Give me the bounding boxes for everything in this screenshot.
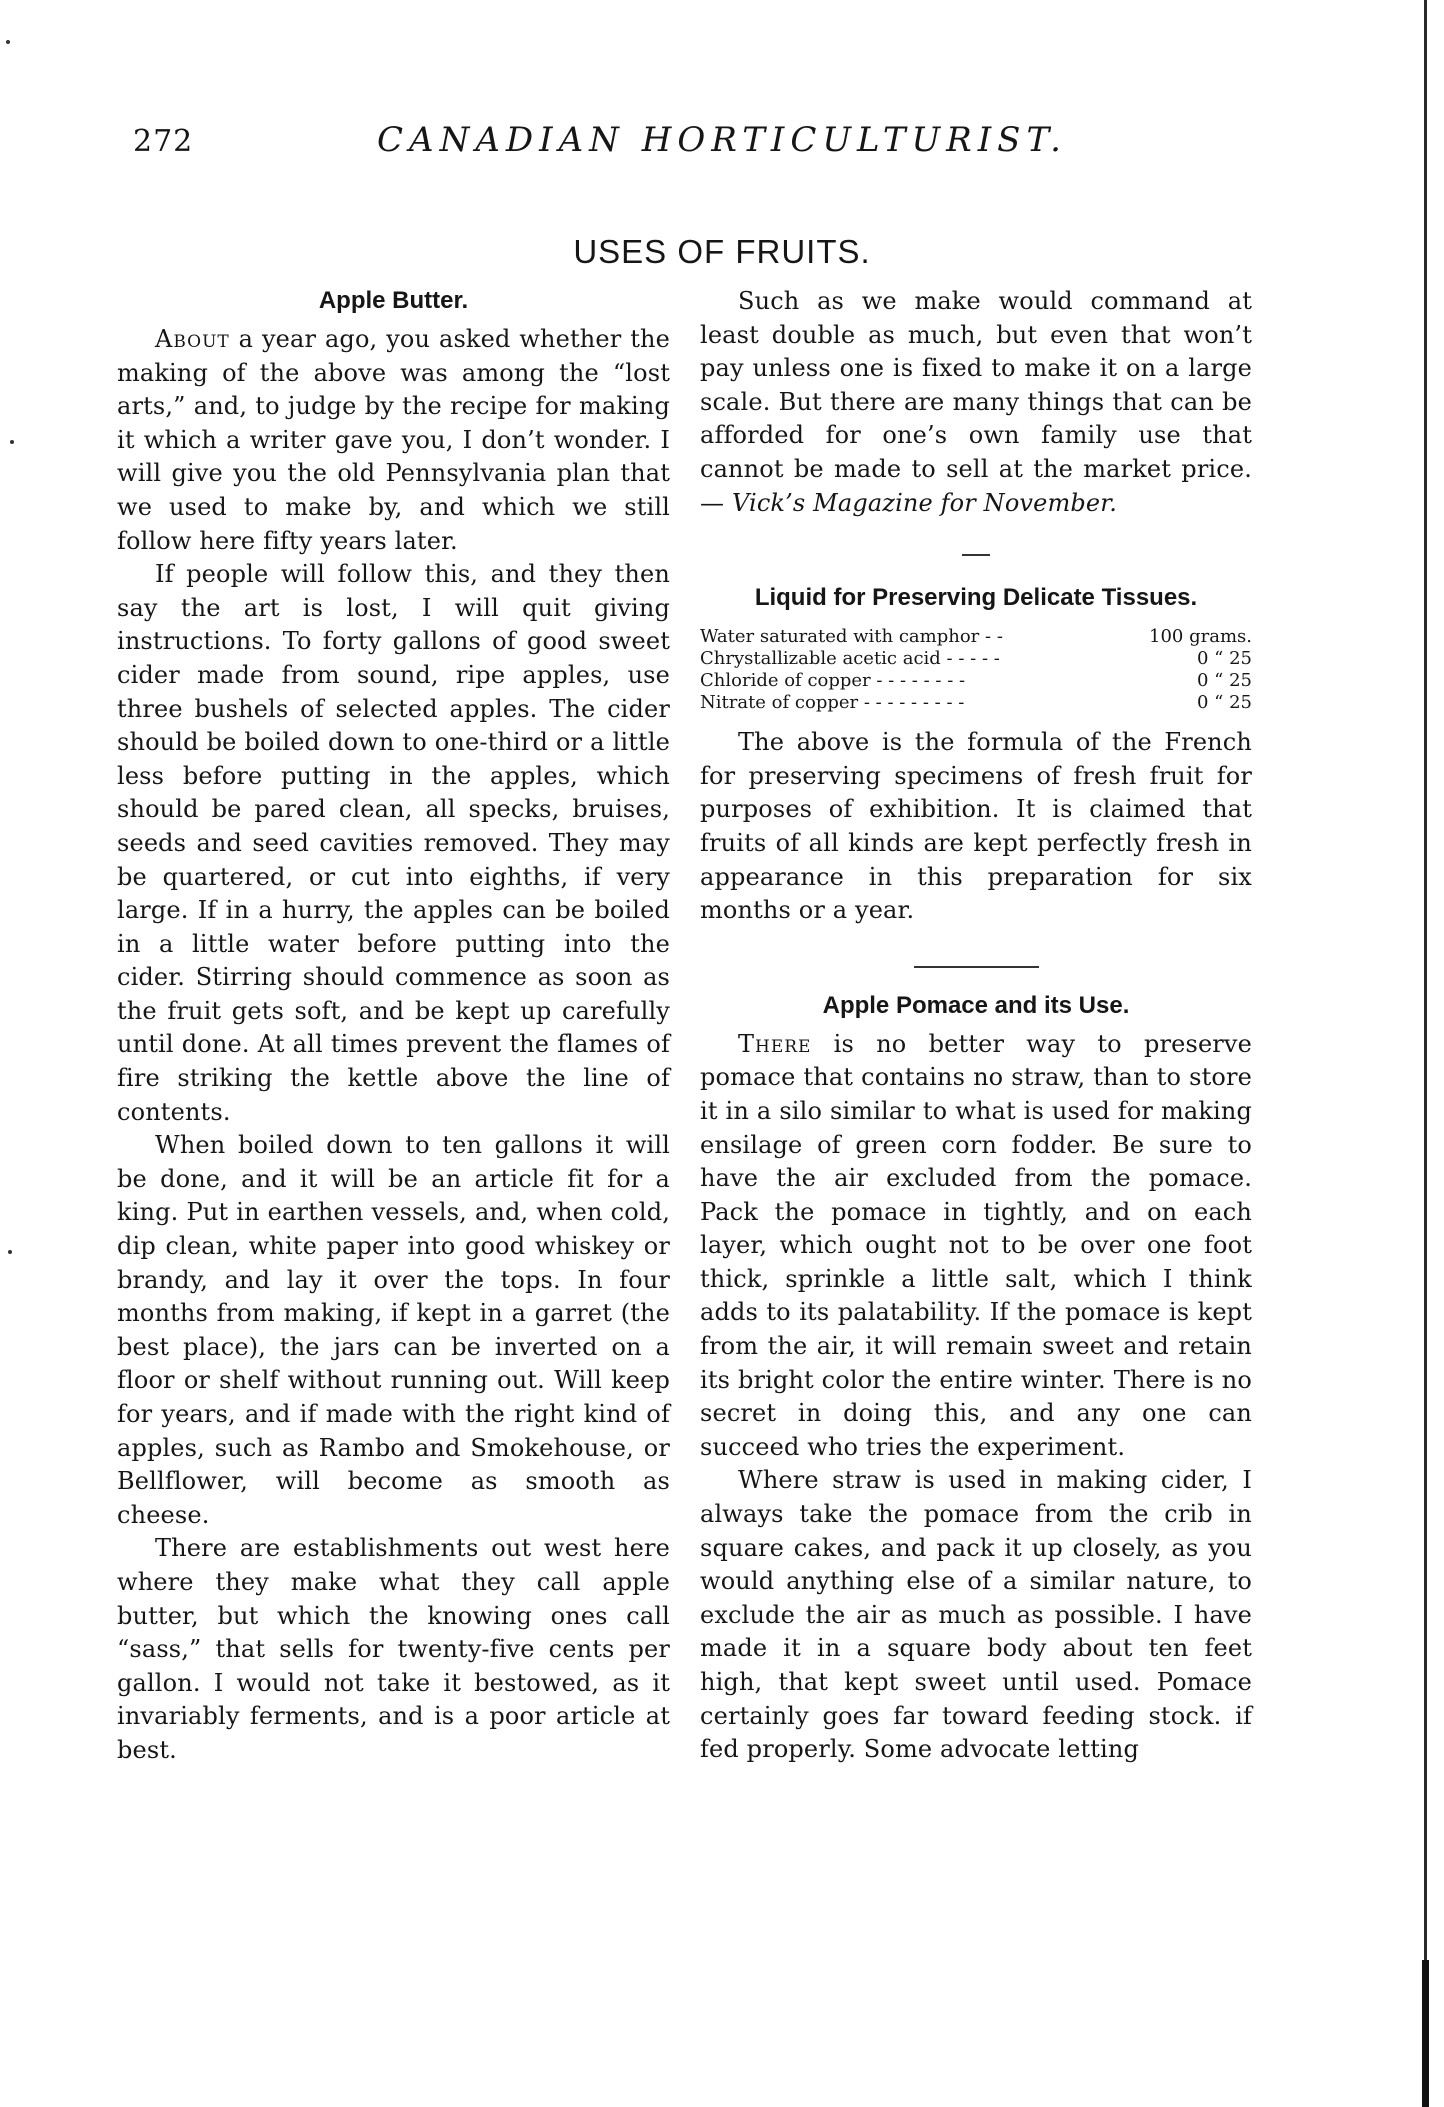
formula-row bbox=[700, 692, 1252, 714]
paragraph-text: is no better way to preserve pomace that contains no straw, than to store it in a silo similar to what is used for making ensilage of green corn fodder. Be sure to have the air excluded from the pomace. Pack the pomace in tightly, and on each layer, which ought not to be over one foot thick, sprinkle a little salt, which I think adds to its palatability. If the pomace is kept from the air, it will remain sweet and retain its bright color the entire winter. There is no secret in doing this, and any one can succeed who tries the experiment. bbox=[700, 1029, 1252, 1461]
ingredient-name: Water saturated with camphor - - bbox=[700, 626, 1003, 648]
page-edge-binding bbox=[1422, 1960, 1429, 2107]
scan-speck bbox=[6, 40, 10, 44]
running-title: CANADIAN HORTICULTURIST. bbox=[377, 120, 1067, 160]
scan-speck bbox=[8, 1250, 12, 1254]
ingredient-amount: 100 grams. bbox=[1149, 626, 1252, 648]
formula-row bbox=[700, 648, 1252, 670]
ingredient-amount: 0 “ 25 bbox=[1196, 648, 1252, 670]
ingredient-amount: 0 “ 25 bbox=[1196, 692, 1252, 714]
article-title: USES OF FRUITS. bbox=[573, 233, 871, 270]
formula-table bbox=[700, 626, 1252, 714]
apple-butter-paragraph-4: There are establishments out west here where they make what they call apple butter, but which the knowing ones call “sass,” that sells for twenty-five cents per gallon. I would not take it bestowed, as it invariably ferments, and is a poor article at best. bbox=[117, 1534, 670, 1764]
page-number: 272 bbox=[133, 124, 194, 159]
liquid-heading: Liquid for Preserving Delicate Tissues. bbox=[754, 584, 1198, 612]
apple-butter-paragraph-3: When boiled down to ten gallons it will be done, and it will be an article fit for a king. Put in earthen vessels, and, when cold, dip clean, white paper into good whiskey or brandy, and lay it over the tops. In four months from making, if kept in a garret (the best place), the jars can be inverted on a floor or shelf without running out. Will keep for years, and if made with the right kind of apples, such as Rambo and Smokehouse, or Bellflower, will become as smooth as cheese. bbox=[117, 1131, 670, 1529]
ingredient-name: Chloride of copper - - - - - - - - bbox=[700, 670, 966, 692]
left-column bbox=[117, 285, 670, 1768]
pomace-paragraph-1 bbox=[700, 1028, 1252, 1465]
right-column bbox=[700, 285, 1252, 1767]
apple-butter-paragraph-1 bbox=[117, 323, 670, 558]
scan-speck bbox=[10, 440, 14, 444]
ingredient-name: Nitrate of copper - - - - - - - - - bbox=[700, 692, 965, 714]
apple-butter-heading: Apple Butter. bbox=[318, 287, 469, 314]
pomace-heading: Apple Pomace and its Use. bbox=[822, 991, 1130, 1019]
formula-row bbox=[700, 670, 1252, 692]
formula-row bbox=[700, 626, 1252, 648]
liquid-paragraph: The above is the formula of the French for preserving specimens of fresh fruit for purposes of exhibition. It is claimed that fruits of all kinds are kept perfectly fresh in appearance in this preparation for six months or a year. bbox=[700, 728, 1252, 925]
drop-lead: About bbox=[155, 325, 230, 353]
ingredient-name: Chrystallizable acetic acid - - - - - bbox=[700, 648, 1000, 670]
paragraph-text: Such as we make would command at least double as much, but even that won’t pay unless one is fixed to make it on a large scale. But there are many things that can be afforded for one’s own family use that cannot be made to sell at the market price.— bbox=[700, 287, 1252, 517]
section-divider bbox=[914, 966, 1039, 968]
section-divider bbox=[962, 554, 990, 556]
ingredient-amount: 0 “ 25 bbox=[1196, 670, 1252, 692]
pomace-paragraph-2: Where straw is used in making cider, I always take the pomace from the crib in square cakes, and pack it up closely, as you would anything else of a similar nature, to exclude the air as much as possible. I have made it in a square body about ten feet high, that kept sweet until used. Pomace certainly goes far toward feeding stock. if fed properly. Some advocate letting bbox=[700, 1466, 1252, 1764]
source-citation: Vick’s Magazine for November. bbox=[731, 488, 1118, 517]
paragraph-text: a year ago, you asked whether the making of the above was among the “lost arts,” and, to judge by the recipe for making it which a writer gave you, I don’t wonder. I will give you the old Pennsylvania plan that we used to make by, and which we still follow here fifty years later. bbox=[117, 325, 670, 555]
apple-butter-paragraph-2: If people will follow this, and they then say the art is lost, I will quit giving instructions. To forty gallons of good sweet cider made from sound, ripe apples, use three bushels of selected apples. The cider should be boiled down to one-third or a little less before putting in the apples, which should be pared clean, all specks, bruises, seeds and seed cavities removed. They may be quartered, or cut into eighths, if very large. If in a hurry, the apples can be boiled in a little water before putting into the cider. Stirring should commence as soon as the fruit gets soft, and be kept up carefully until done. At all times prevent the flames of fire striking the kettle above the line of contents. bbox=[117, 560, 670, 1126]
page-edge-shadow bbox=[1424, 0, 1427, 2107]
apple-butter-paragraph-5 bbox=[700, 285, 1252, 520]
drop-lead: There bbox=[738, 1029, 812, 1058]
